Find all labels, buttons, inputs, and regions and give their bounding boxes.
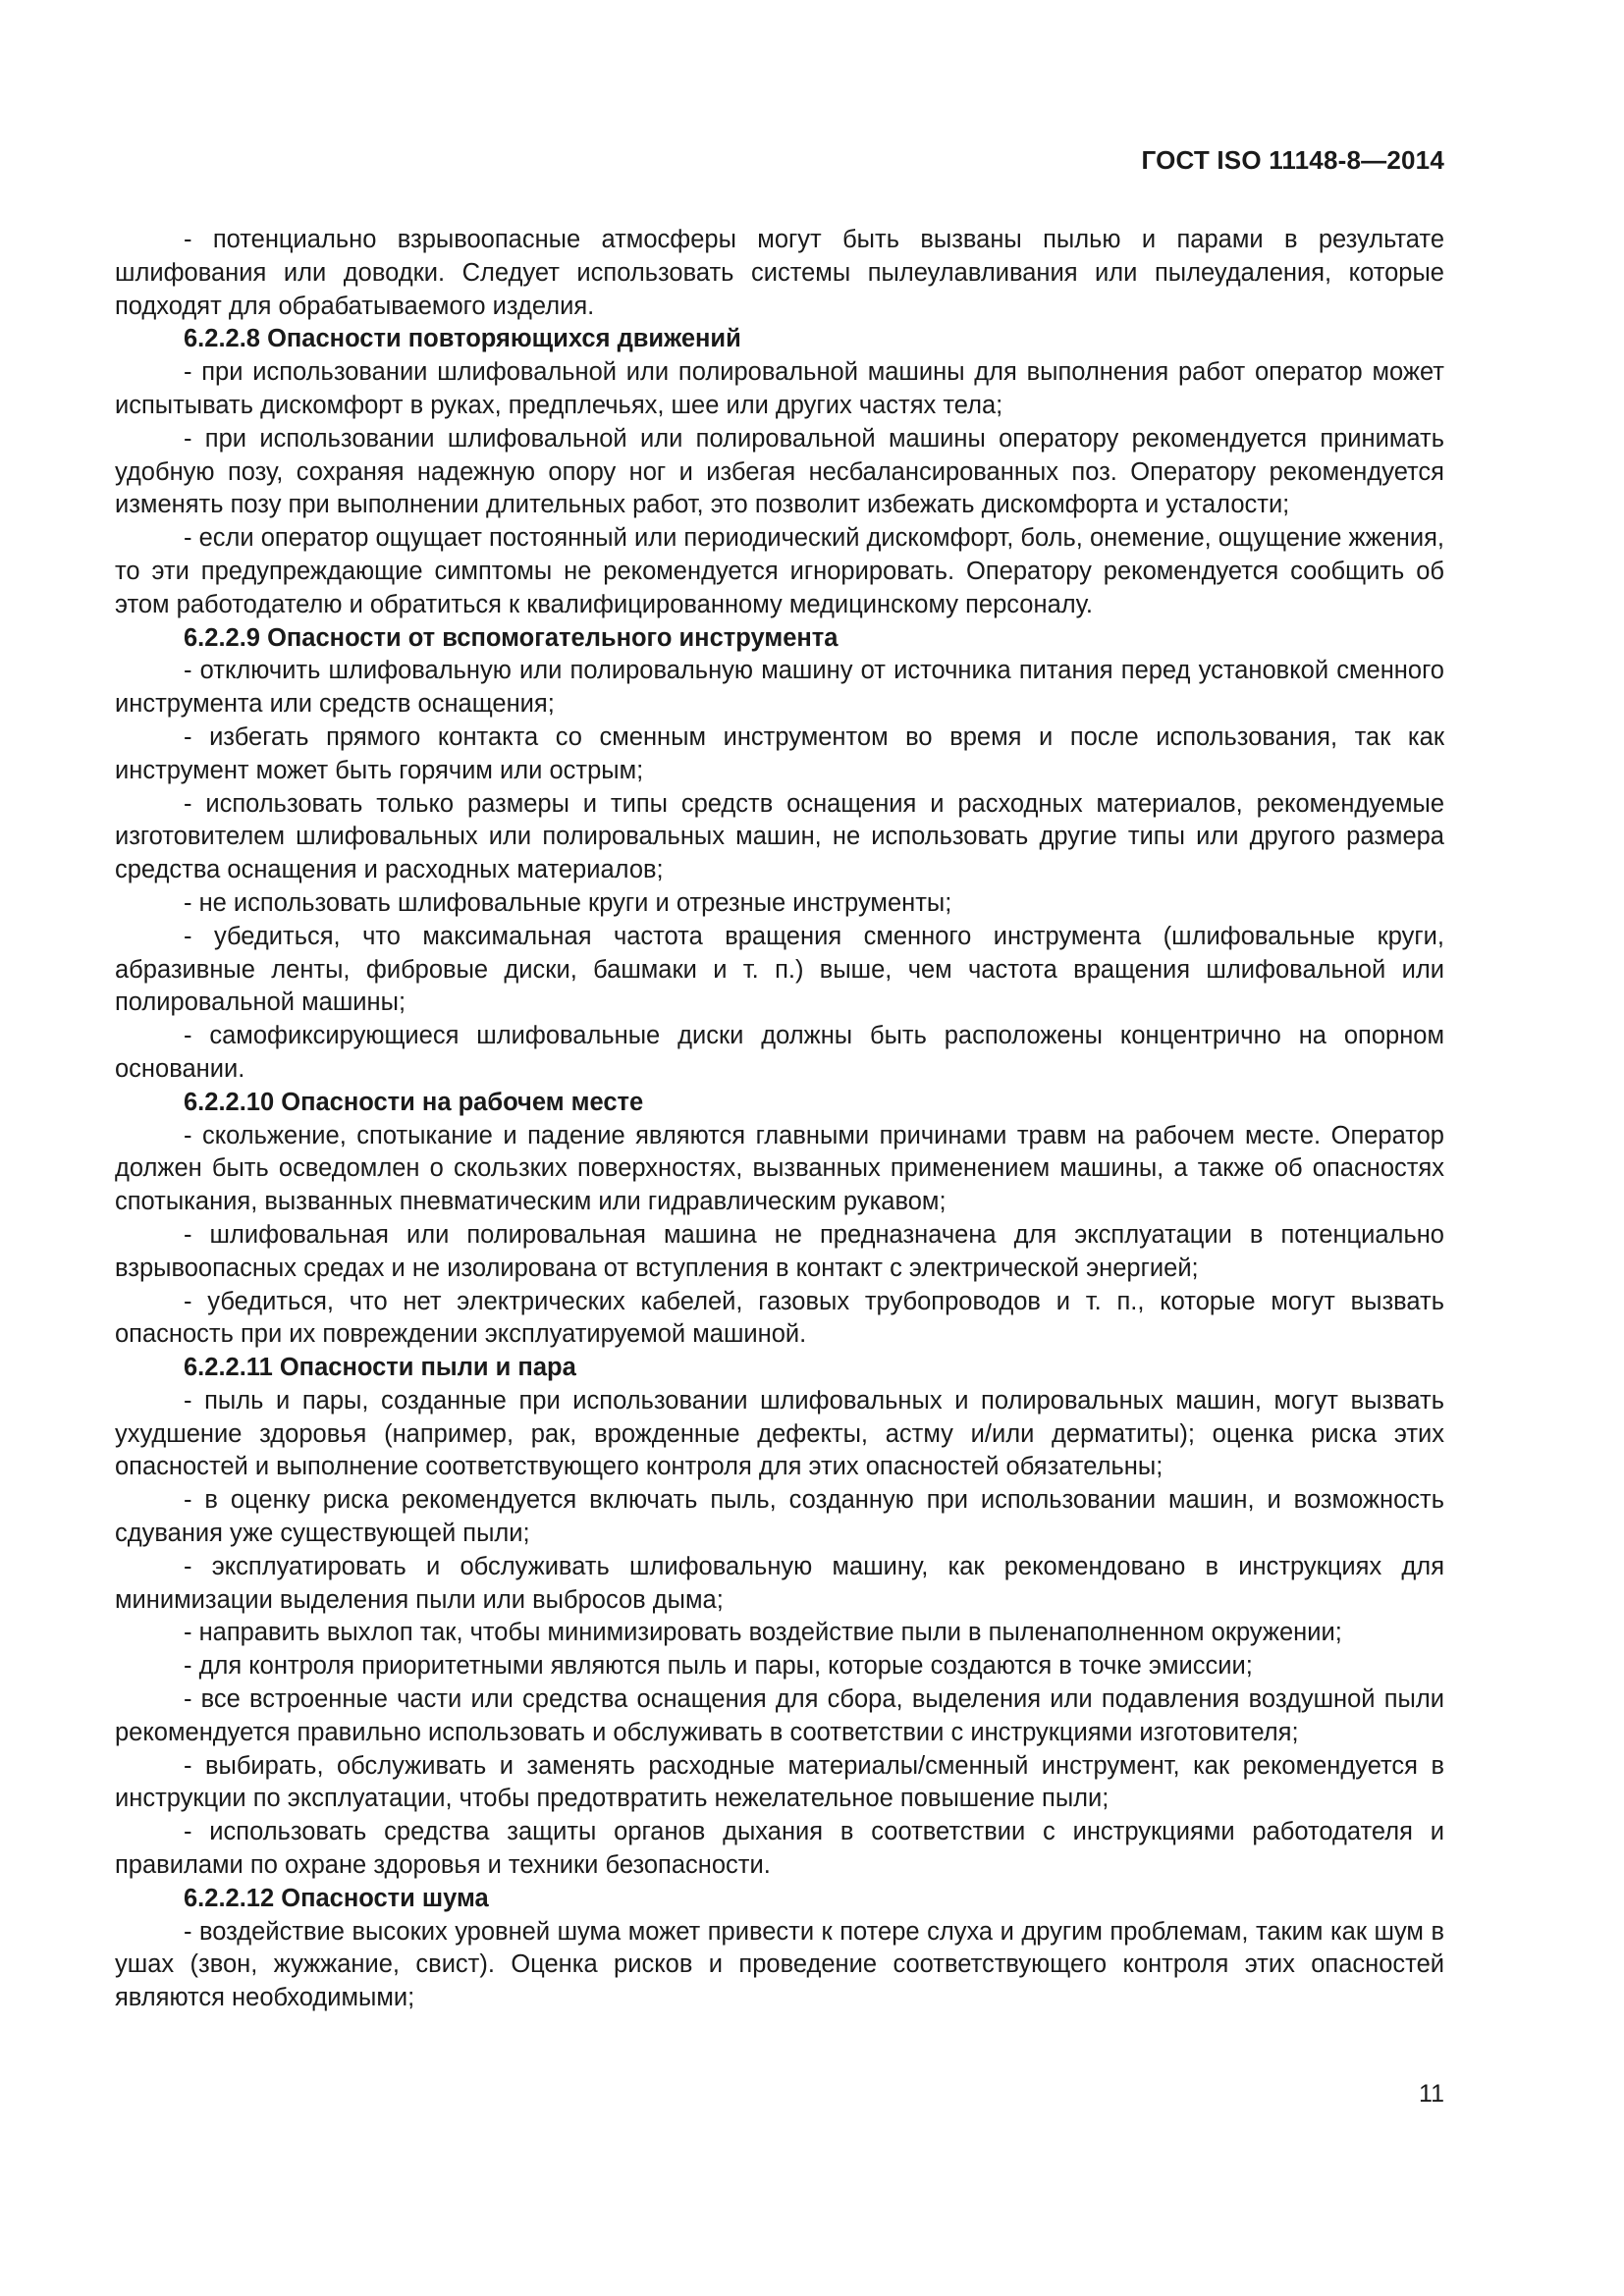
paragraph: - избегать прямого контакта со сменным инструментом во время и после использования, так как инструмент может быть горячим или острым; (115, 722, 1444, 784)
paragraph: - пыль и пары, созданные при использовании шлифовальных и полировальных машин, могут вызвать ухудшение здоровья (например, рак, врожденные дефекты, астму и/или дерматиты); оценка риска этих опасностей и выполнение соответствующего контроля для этих опасностей обязательны; (115, 1386, 1444, 1481)
paragraph: - если оператор ощущает постоянный или периодический дискомфорт, боль, онемение, ощущение жжения, то эти предупреждающие симптомы не рекомендуется игнорировать. Оператору рекомендуется сообщить об этом работодателю и обратиться к квалифицированному медицинскому персоналу. (115, 524, 1444, 618)
paragraph: - выбирать, обслуживать и заменять расходные материалы/сменный инструмент, как рекомендуется в инструкции по эксплуатации, чтобы предотвратить нежелательное повышение пыли; (115, 1751, 1444, 1813)
paragraph: - при использовании шлифовальной или полировальной машины оператору рекомендуется принимать удобную позу, сохраняя надежную опору ног и избегая несбалансированных поз. Оператору рекомендуется изменять позу при выполнении длительных работ, это позволит избежать дискомфорта и усталости; (115, 424, 1444, 519)
paragraph: - все встроенные части или средства оснащения для сбора, выделения или подавления воздушной пыли рекомендуется правильно использовать и обслуживать в соответствии с инструкциями изготовителя; (115, 1685, 1444, 1746)
document-code-header: ГОСТ ISO 11148-8—2014 (1141, 145, 1444, 175)
paragraph: - убедиться, что максимальная частота вращения сменного инструмента (шлифовальные круги, абразивные ленты, фибровые диски, башмаки и т. п.) выше, чем частота вращения шлифовальной или полировальной машины; (115, 922, 1444, 1017)
paragraph: - скольжение, спотыкание и падение являются главными причинами травм на рабочем месте. Оператор должен быть осведомлен о скользких поверхностях, вызванных применением машины, а также об опасностях спотыкания, вызванных пневматическим или гидравлическим рукавом; (115, 1121, 1444, 1216)
section-heading-6-2-2-9: 6.2.2.9 Опасности от вспомогательного инструмента (184, 623, 839, 652)
section-heading-6-2-2-10: 6.2.2.10 Опасности на рабочем месте (184, 1088, 644, 1116)
paragraph: - воздействие высоких уровней шума может привести к потере слуха и другим проблемам, таким как шум в ушах (звон, жужжание, свист). Оценка рисков и проведение соответствующего контроля этих опасностей являются необходимыми; (115, 1917, 1444, 2012)
paragraph: - использовать средства защиты органов дыхания в соответствии с инструкциями работодателя и правилами по охране здоровья и техники безопасности. (115, 1818, 1444, 1880)
section-heading-6-2-2-12: 6.2.2.12 Опасности шума (184, 1884, 489, 1912)
paragraph: - убедиться, что нет электрических кабелей, газовых трубопроводов и т. п., которые могут вызвать опасность при их повреждении эксплуатируемой машиной. (115, 1287, 1444, 1349)
paragraph: - при использовании шлифовальной или полировальной машины для выполнения работ оператор может испытывать дискомфорт в руках, предплечьях, шее или других частях тела; (115, 358, 1444, 419)
paragraph: - эксплуатировать и обслуживать шлифовальную машину, как рекомендовано в инструкциях для минимизации выделения пыли или выбросов дыма; (115, 1552, 1444, 1614)
paragraph: - для контроля приоритетными являются пыль и пары, которые создаются в точке эмиссии; (184, 1652, 1253, 1681)
document-body (115, 224, 1444, 2015)
page-number: 11 (1419, 2080, 1444, 2108)
paragraph: - направить выхлоп так, чтобы минимизировать воздействие пыли в пыленаполненном окружении; (184, 1619, 1342, 1647)
paragraph: - отключить шлифовальную или полировальную машину от источника питания перед установкой сменного инструмента или средств оснащения; (115, 657, 1444, 719)
paragraph: - самофиксирующиеся шлифовальные диски должны быть расположены концентрично на опорном основании. (115, 1022, 1444, 1083)
paragraph: - использовать только размеры и типы средств оснащения и расходных материалов, рекомендуемые изготовителем шлифовальных или полировальных машин, не использовать другие типы или другого размера средства оснащения и расходных материалов; (115, 789, 1444, 884)
section-heading-6-2-2-8: 6.2.2.8 Опасности повторяющихся движений (184, 325, 741, 353)
paragraph: - потенциально взрывоопасные атмосферы могут быть вызваны пылью и парами в результате шлифования или доводки. Следует использовать системы пылеулавливания или пылеудаления, которые подходят для обрабатываемого изделия. (115, 226, 1444, 320)
paragraph: - не использовать шлифовальные круги и отрезные инструменты; (184, 888, 952, 917)
paragraph: - шлифовальная или полировальная машина не предназначена для эксплуатации в потенциально взрывоопасных средах и не изолирована от вступления в контакт с электрической энергией; (115, 1220, 1444, 1282)
paragraph: - в оценку риска рекомендуется включать пыль, созданную при использовании машин, и возможность сдувания уже существующей пыли; (115, 1486, 1444, 1548)
section-heading-6-2-2-11: 6.2.2.11 Опасности пыли и пара (184, 1354, 576, 1382)
